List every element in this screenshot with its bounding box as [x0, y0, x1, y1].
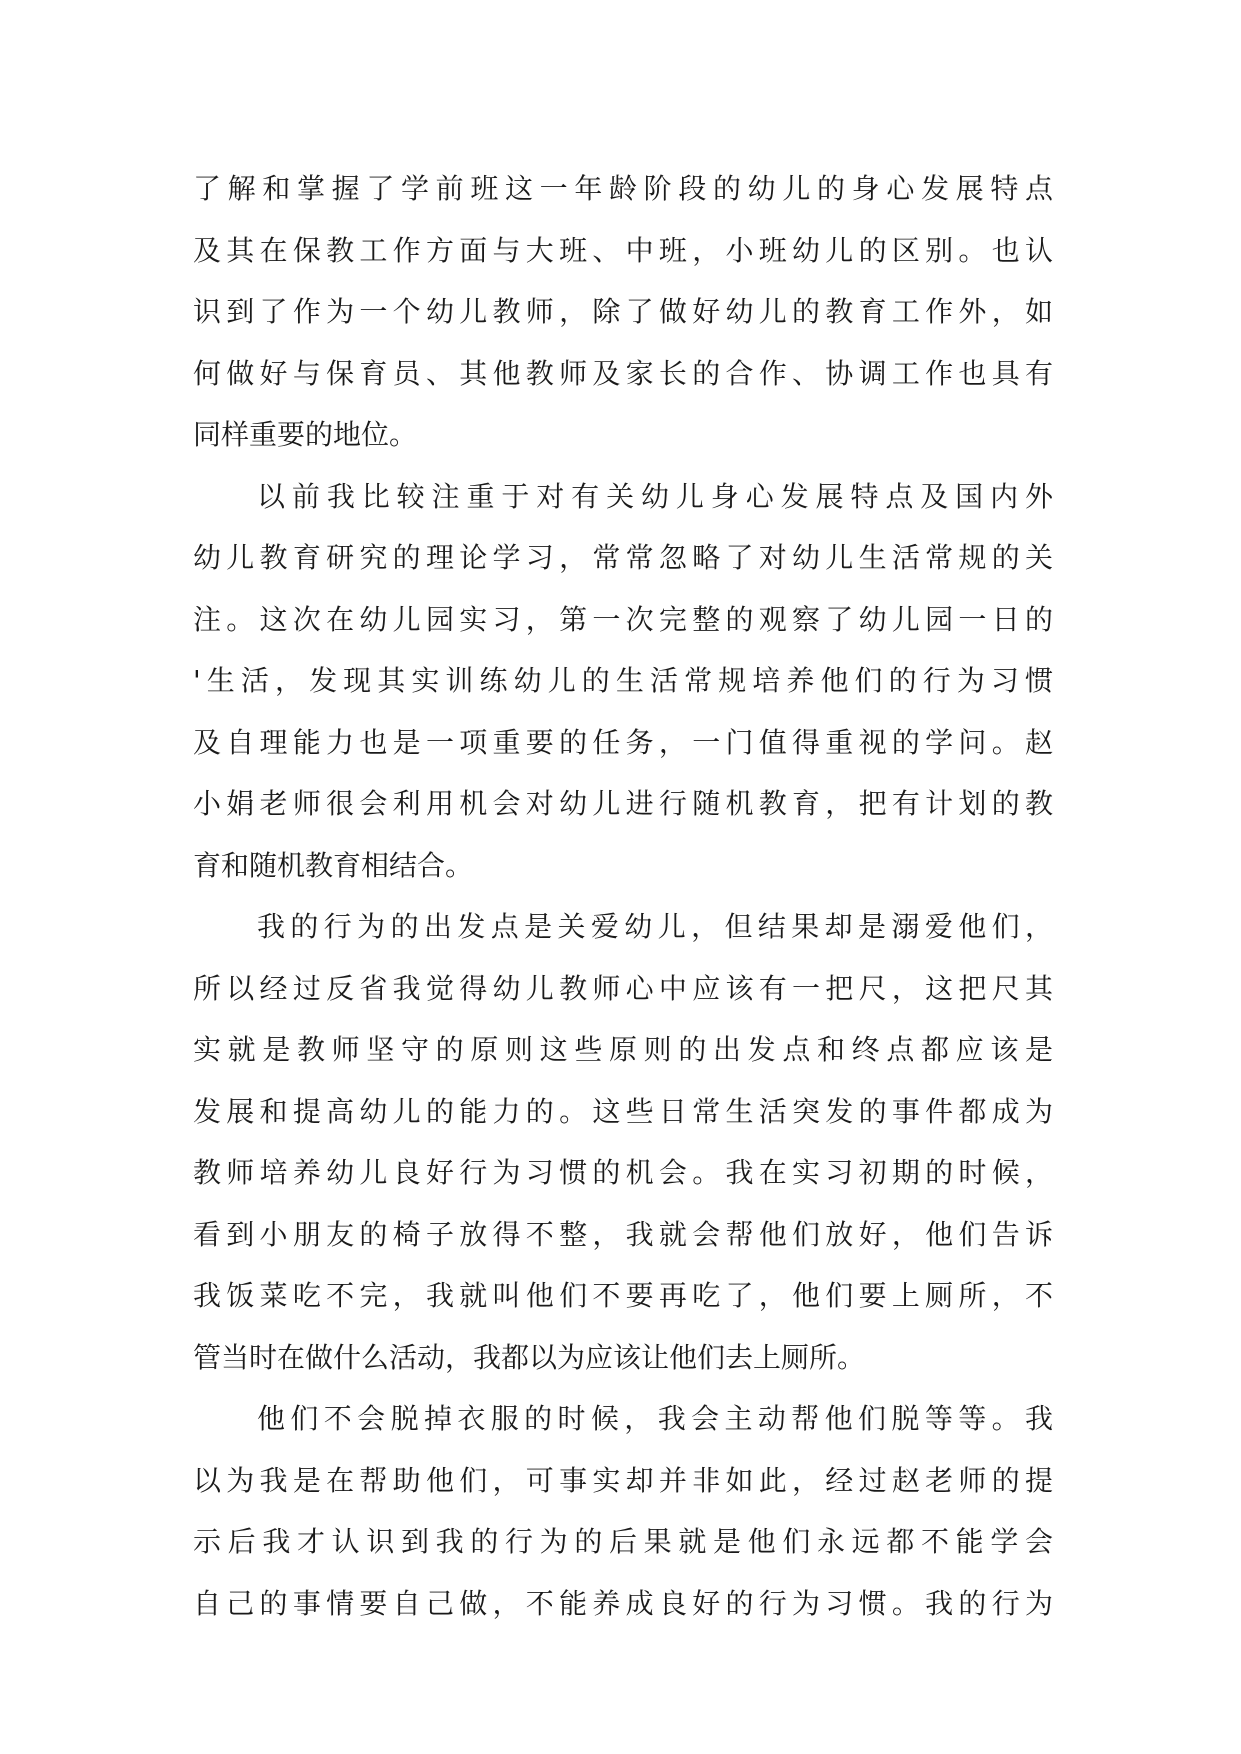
text-line: 教师培养幼儿良好行为习惯的机会。我在实习初期的时候，: [193, 1156, 1053, 1189]
text-line: 注。这次在幼儿园实习，第一次完整的观察了幼儿园一日的: [193, 602, 1053, 636]
paragraph-first-line: 以前我比较注重于对有关幼儿身心发展特点及国内外: [257, 479, 1053, 513]
text-line: 了解和掌握了学前班这一年龄阶段的幼儿的身心发展特点: [193, 172, 1053, 205]
text-line: 识到了作为一个幼儿教师，除了做好幼儿的教育工作外，如: [193, 295, 1053, 328]
text-line: 小娟老师很会利用机会对幼儿进行随机教育，把有计划的教: [193, 787, 1053, 820]
text-line: 看到小朋友的椅子放得不整，我就会帮他们放好，他们告诉: [193, 1217, 1053, 1251]
text-line: 所以经过反省我觉得幼儿教师心中应该有一把尺，这把尺其: [193, 971, 1053, 1005]
text-line: 示后我才认识到我的行为的后果就是他们永远都不能学会: [193, 1525, 1053, 1558]
text-line: 以为我是在帮助他们，可事实却并非如此，经过赵老师的提: [193, 1463, 1053, 1497]
text-line: 管当时在做什么活动，我都以为应该让他们去上厕所。: [193, 1340, 866, 1374]
text-line: '生活，发现其实训练幼儿的生活常规培养他们的行为习惯: [193, 664, 1053, 697]
text-line: 育和随机教育相结合。: [193, 848, 474, 882]
text-line: 我饭菜吃不完，我就叫他们不要再吃了，他们要上厕所，不: [193, 1279, 1053, 1312]
text-line: 何做好与保育员、其他教师及家长的合作、协调工作也具有: [193, 356, 1053, 390]
text-line: 及其在保教工作方面与大班、中班，小班幼儿的区别。也认: [193, 233, 1053, 267]
text-line: 同样重要的地位。: [193, 418, 418, 451]
document-body: [193, 158, 1053, 1634]
text-line: 发展和提高幼儿的能力的。这些日常生活突发的事件都成为: [193, 1094, 1053, 1128]
text-line: 自己的事情要自己做，不能养成良好的行为习惯。我的行为: [193, 1586, 1053, 1620]
text-line: 实就是教师坚守的原则这些原则的出发点和终点都应该是: [193, 1033, 1053, 1066]
paragraph-first-line: 他们不会脱掉衣服的时候，我会主动帮他们脱等等。我: [257, 1402, 1053, 1435]
paragraph-first-line: 我的行为的出发点是关爱幼儿，但结果却是溺爱他们，: [257, 910, 1053, 943]
text-line: 及自理能力也是一项重要的任务，一门值得重视的学问。赵: [193, 725, 1053, 759]
text-line: 幼儿教育研究的理论学习，常常忽略了对幼儿生活常规的关: [193, 541, 1053, 574]
